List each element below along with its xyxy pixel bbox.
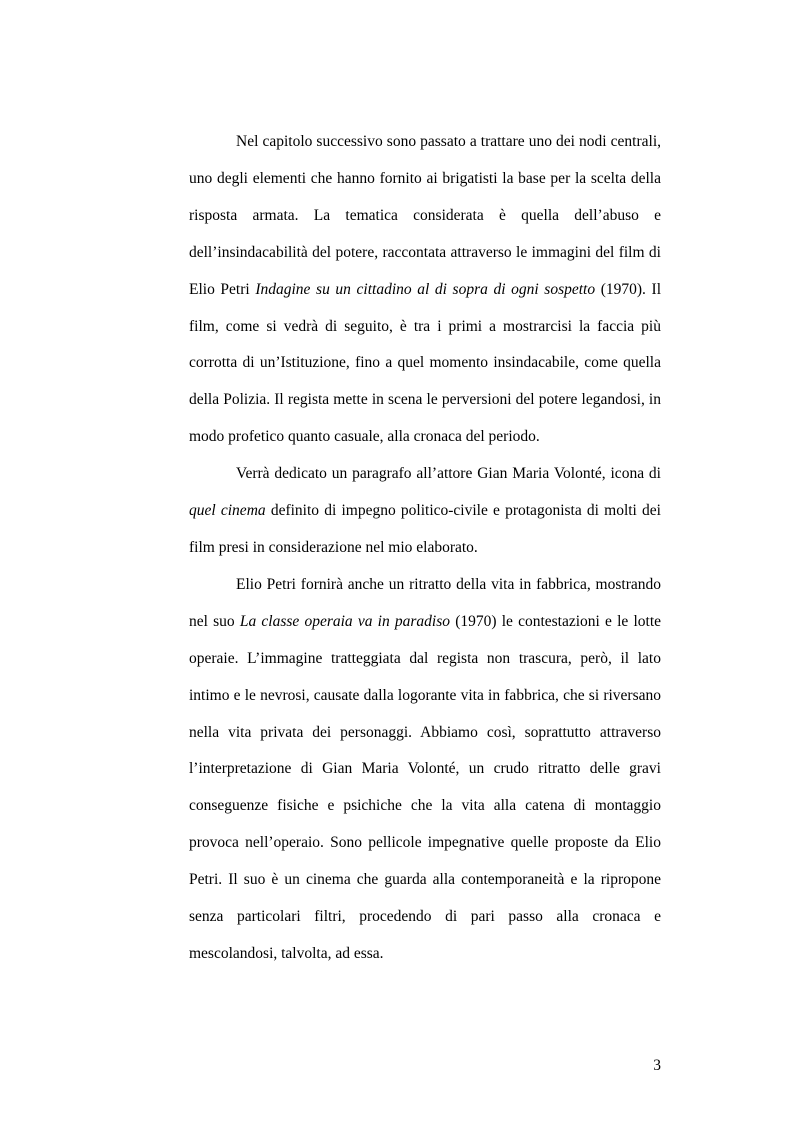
film-title-classe-operaia: La classe operaia va in paradiso xyxy=(239,612,451,630)
paragraph-3 xyxy=(189,567,661,973)
paragraph-2 xyxy=(189,456,661,567)
paragraph-3-text-2: (1970) le contestazioni e le lotte operaie. L’immagine tratteggiata dal regista non trascura, però, il lato intimo e le nevrosi, causate dalla logorante vita in fabbrica, che si riversano nella vita privata dei personaggi. Abbiamo così, soprattutto attraverso l’interpretazione di Gian Maria Volonté, un crudo ritratto delle gravi conseguenze fisiche e psichiche che la vita alla catena di montaggio provoca nell’operaio. Sono pellicole impegnative quelle proposte da Elio Petri. Il suo è un cinema che guarda alla contemporaneità e la ripropone senza particolari filtri, procedendo di pari passo alla cronaca e mescolandosi, talvolta, ad essa. xyxy=(189,612,662,962)
paragraph-1-text-2: (1970). Il film, come si vedrà di seguito, è tra i primi a mostrarcisi la faccia più corrotta di un’Istituzione, fino a quel momento insindacabile, come quella della Polizia. Il regista mette in scena le perversioni del potere legandosi, in modo profetico quanto casuale, alla cronaca del periodo. xyxy=(189,280,662,446)
paragraph-1-text-1: Nel capitolo successivo sono passato a trattare uno dei nodi centrali, uno degli elementi che hanno fornito ai brigatisti la base per la scelta della risposta armata. La tematica considerata è quella dell’abuso e dell’insindacabilità del potere, raccontata attraverso le immagini del film di Elio Petri xyxy=(189,133,661,298)
film-title-indagine: Indagine su un cittadino al di sopra di ogni sospetto xyxy=(255,280,596,298)
page-number: 3 xyxy=(653,1057,661,1074)
quel-cinema-emphasis: quel cinema xyxy=(189,502,266,520)
body-text xyxy=(189,124,661,973)
paragraph-2-text-1: Verrà dedicato un paragrafo all’attore Gian Maria Volonté, icona di xyxy=(236,465,661,483)
paragraph-1 xyxy=(189,124,661,456)
paragraph-2-text-2: definito di impegno politico-civile e protagonista di molti dei film presi in considerazione nel mio elaborato. xyxy=(189,502,661,556)
paragraph-3-text-1: Elio Petri fornirà anche un ritratto della vita in fabbrica, mostrando nel suo xyxy=(189,575,661,630)
